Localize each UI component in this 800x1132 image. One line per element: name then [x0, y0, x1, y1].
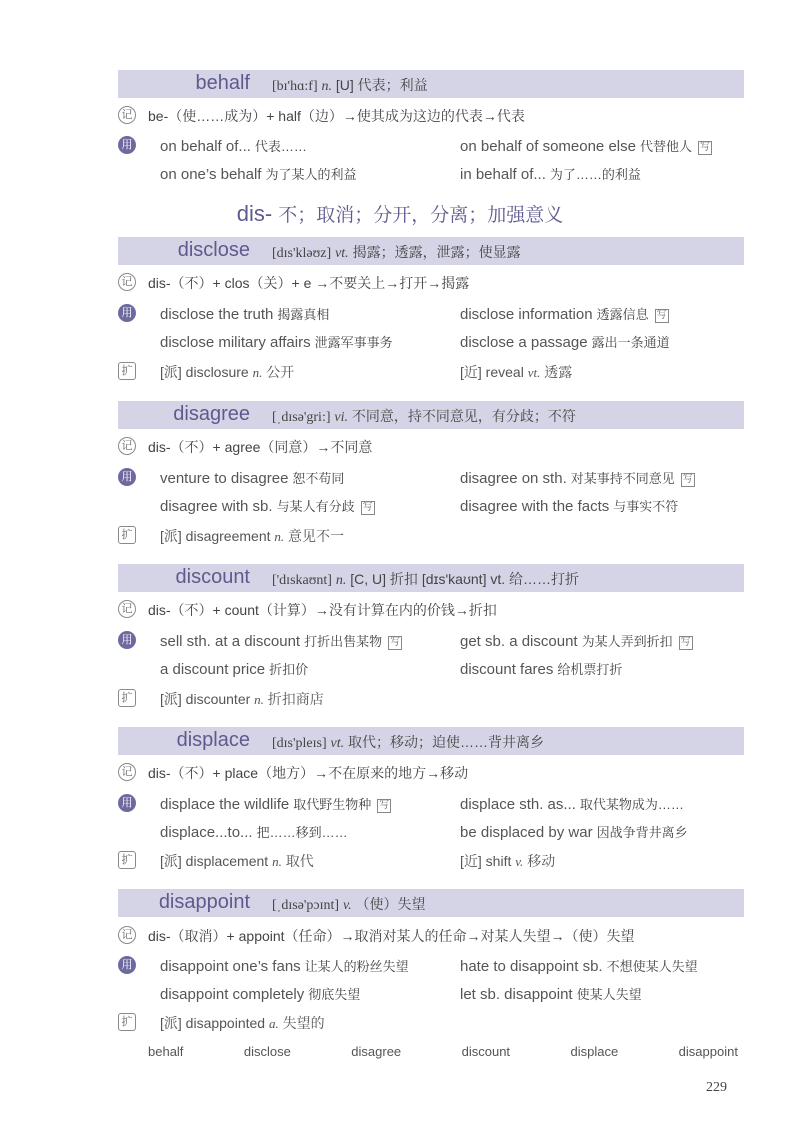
- memory-badge-icon: 记: [118, 106, 136, 124]
- headword: disappoint: [158, 891, 250, 913]
- write-mark-icon: 写: [682, 474, 693, 485]
- extension-badge-icon: 扩: [118, 526, 136, 544]
- definition: [272, 242, 521, 262]
- phrase: hate to disappoint sb. 不想使某人失望: [460, 958, 698, 975]
- entry-header: [118, 889, 744, 917]
- entry-disclose: [118, 237, 744, 380]
- write-mark-icon: 写: [390, 637, 401, 648]
- headword: discount: [175, 566, 250, 588]
- entry-behalf: [118, 70, 744, 183]
- etymology: dis-（不）+ clos（关）+ e →不要关上→打开→揭露: [148, 275, 470, 291]
- entry-header: [118, 401, 744, 429]
- usage-badge-icon: 用: [118, 794, 136, 812]
- phrase: on one’s behalf 为了某人的利益: [160, 166, 357, 183]
- phrase: disappoint completely 彻底失望: [160, 986, 361, 1003]
- write-mark-icon: 写: [379, 800, 390, 811]
- definition: [272, 732, 544, 752]
- phrase: venture to disagree 恕不苟同: [160, 470, 345, 487]
- part-of-speech: vi.: [334, 410, 349, 425]
- entry-header: [118, 237, 744, 265]
- etymology: dis-（不）+ agree（同意）→不同意: [148, 439, 373, 455]
- derivative: [派] disclosure n. 公开: [160, 364, 295, 380]
- footer-word: displace: [570, 1044, 619, 1059]
- write-mark-icon: 写: [362, 502, 373, 513]
- entry-discount: [118, 564, 744, 707]
- extension-badge-icon: 扩: [118, 1013, 136, 1031]
- phrase: let sb. disappoint 使某人失望: [460, 986, 642, 1003]
- headword: behalf: [195, 72, 250, 94]
- memory-badge-icon: 记: [118, 926, 136, 944]
- memory-badge-icon: 记: [118, 763, 136, 781]
- etymology: dis-（不）+ place（地方）→不在原来的地方→移动: [148, 765, 469, 781]
- entry-displace: [118, 727, 744, 869]
- extension-badge-icon: 扩: [118, 689, 136, 707]
- usage-badge-icon: 用: [118, 631, 136, 649]
- sense: 取代；移动；迫使……背井离乡: [348, 734, 545, 750]
- write-mark-icon: 写: [680, 637, 691, 648]
- phrase: disclose information 透露信息 写: [460, 306, 667, 323]
- phrase: discount fares 给机票打折: [460, 661, 623, 678]
- definition: [272, 406, 576, 426]
- phrase: sell sth. at a discount 打折出售某物 写: [160, 633, 401, 650]
- usage-badge-icon: 用: [118, 956, 136, 974]
- entry-header: [118, 564, 744, 592]
- phrase: a discount price 折扣价: [160, 661, 309, 678]
- phrase: disclose a passage 露出一条通道: [460, 334, 670, 351]
- footer-word: disclose: [243, 1044, 291, 1059]
- synonym: [近] reveal vt. 透露: [460, 364, 573, 380]
- part-of-speech: n.: [335, 573, 347, 588]
- definition: [272, 569, 579, 589]
- phrase: disclose military affairs 泄露军事事务: [160, 334, 393, 351]
- footer-word-index: [148, 1044, 738, 1059]
- phrase: be displaced by war 因战争背井离乡: [460, 824, 688, 841]
- definition: [272, 75, 428, 95]
- headword: displace: [176, 729, 250, 751]
- entry-header: [118, 727, 744, 755]
- phrase: disagree with the facts 与事实不符: [460, 498, 679, 515]
- entry-disagree: [118, 401, 744, 544]
- extension-badge-icon: 扩: [118, 362, 136, 380]
- phrase: disagree on sth. 对某事持不同意见 写: [460, 470, 693, 487]
- part-of-speech: n.: [321, 79, 332, 94]
- memory-badge-icon: 记: [118, 437, 136, 455]
- headword: disagree: [173, 403, 250, 425]
- etymology: be-（使……成为）+ half（边）→使其成为这边的代表→代表: [148, 108, 525, 124]
- write-mark-icon: 写: [699, 142, 710, 153]
- section-meaning: 不；取消；分开，分离；加强意义: [278, 205, 564, 226]
- usage-badge-icon: 用: [118, 304, 136, 322]
- entry-header: [118, 70, 744, 98]
- extension-badge-icon: 扩: [118, 851, 136, 869]
- etymology: dis-（不）+ count（计算）→没有计算在内的价钱→折扣: [148, 602, 497, 618]
- phonetic: [dɪs'kləʊz]: [272, 246, 332, 261]
- definition: [272, 894, 426, 914]
- footer-word: disagree: [351, 1044, 402, 1059]
- phrase: disclose the truth 揭露真相: [160, 306, 330, 323]
- phrase: in behalf of... 为了……的利益: [460, 166, 641, 183]
- phrase: displace sth. as... 取代某物成为……: [460, 796, 684, 813]
- sense: [C, U] 折扣 [dɪs'kaʊnt] vt. 给……打折: [350, 571, 580, 587]
- phonetic: [dɪs'pleɪs]: [272, 736, 327, 751]
- part-of-speech: v.: [342, 898, 352, 913]
- sense: （使）失望: [355, 896, 426, 912]
- sense: 揭露；透露，泄露；使显露: [352, 244, 521, 260]
- phrase: disappoint one’s fans 让某人的粉丝失望: [160, 958, 409, 975]
- footer-word: discount: [461, 1044, 511, 1059]
- part-of-speech: vt.: [330, 736, 345, 751]
- synonym: [近] shift v. 移动: [460, 853, 556, 869]
- derivative: [派] disappointed a. 失望的: [160, 1015, 325, 1031]
- headword: disclose: [177, 239, 250, 261]
- phrase: get sb. a discount 为某人弄到折扣 写: [460, 633, 691, 650]
- footer-word: behalf: [148, 1044, 184, 1059]
- entry-disappoint: [118, 889, 744, 1031]
- phrase: on behalf of... 代表……: [160, 138, 307, 155]
- sense: [U] 代表；利益: [335, 77, 428, 93]
- section-prefix: dis-: [236, 201, 273, 226]
- phonetic: ['dɪskaʊnt]: [272, 573, 332, 588]
- part-of-speech: vt.: [335, 246, 349, 261]
- etymology: dis-（取消）+ appoint（任命）→取消对某人的任命→对某人失望→（使）失望: [148, 928, 635, 944]
- phonetic: [bɪ'hɑ:f]: [272, 79, 318, 94]
- memory-badge-icon: 记: [118, 600, 136, 618]
- memory-badge-icon: 记: [118, 273, 136, 291]
- write-mark-icon: 写: [656, 310, 667, 321]
- phrase: displace...to... 把……移到……: [160, 824, 348, 841]
- derivative: [派] disagreement n. 意见不一: [160, 528, 345, 544]
- footer-word: disappoint: [678, 1044, 738, 1059]
- derivative: [派] displacement n. 取代: [160, 853, 314, 869]
- phrase: disagree with sb. 与某人有分歧 写: [160, 498, 373, 515]
- usage-badge-icon: 用: [118, 468, 136, 486]
- sense: 不同意，持不同意见，有分歧；不符: [351, 408, 576, 424]
- phonetic: [ˌdɪsə'pɔɪnt]: [272, 898, 340, 913]
- phrase: displace the wildlife 取代野生物种 写: [160, 796, 390, 813]
- phonetic: [ˌdɪsə'gri:]: [272, 410, 331, 425]
- usage-badge-icon: 用: [118, 136, 136, 154]
- phrase: on behalf of someone else 代替他人 写: [460, 138, 710, 155]
- page-number: 229: [706, 1080, 727, 1095]
- section-heading: [0, 200, 800, 227]
- derivative: [派] discounter n. 折扣商店: [160, 691, 324, 707]
